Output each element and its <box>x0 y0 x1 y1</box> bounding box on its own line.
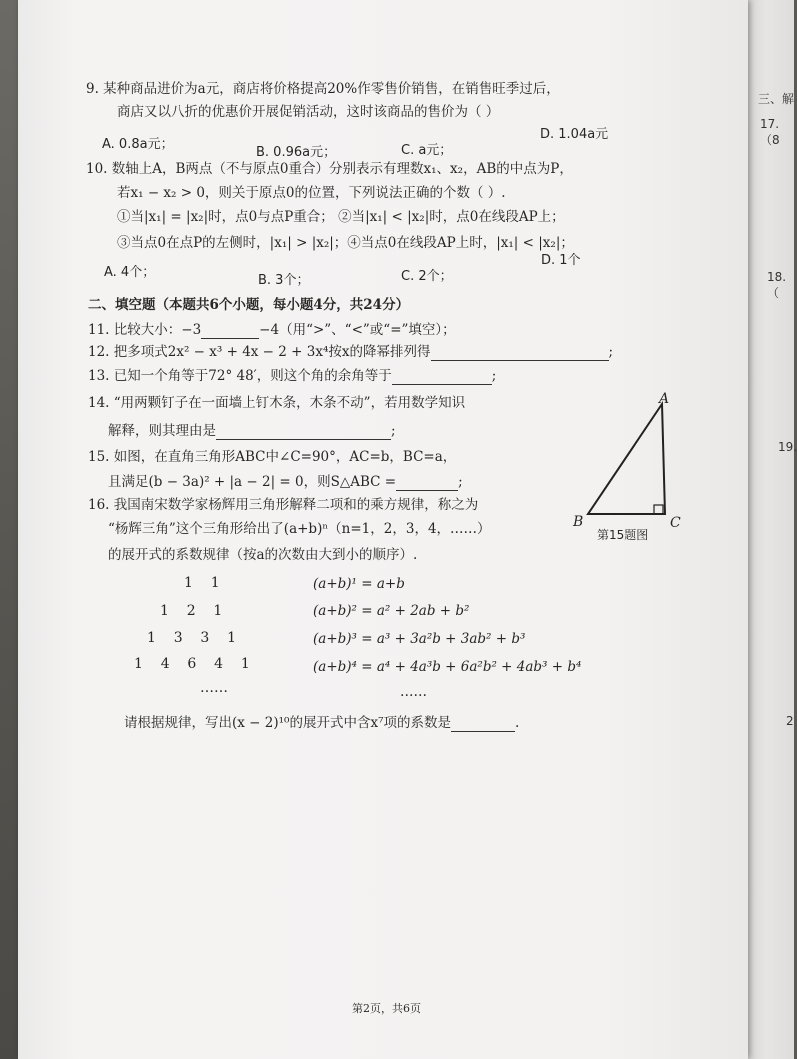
side-q19: 19. <box>778 440 797 454</box>
q13-end: ; <box>491 368 497 384</box>
label-c: C <box>670 515 681 531</box>
q13 <box>88 367 496 385</box>
q16-line3: 的展开式的系数规律（按a的次数由大到小的顺序）. <box>108 547 418 563</box>
q14-line2 <box>108 422 396 440</box>
q16-line1: 16. 我国南宋数学家杨辉用三角形解释二项和的乘方规律，称之为 <box>88 497 479 513</box>
q14-line1: 14. “用两颗钉子在一面墙上钉木条，木条不动”，若用数学知识 <box>88 395 466 411</box>
side-section-3: 三、解 <box>758 92 795 106</box>
q10-line1: 10. 数轴上A，B两点（不与原点0重合）分别表示有理数x₁、x₂，AB的中点为P， <box>86 161 573 177</box>
q9-option-b: B. 0.96a元； <box>256 145 337 160</box>
formula-4: (a+b)⁴ = a⁴ + 4a³b + 6a²b² + 4ab³ + b⁴ <box>313 659 582 675</box>
q15-text: 且满足(b − 3a)² + |a − 2| = 0，则S△ABC = <box>108 474 397 490</box>
pascal-row-2: 1 2 1 <box>160 603 223 619</box>
formula-ellipsis: …… <box>400 684 427 700</box>
q16-line2: “杨辉三角”这个三角形给出了(a+b)ⁿ（n=1，2，3，4，……） <box>108 521 491 537</box>
adjacent-page <box>748 0 794 1059</box>
formula-2: (a+b)² = a² + 2ab + b² <box>313 603 470 619</box>
q15-line2 <box>108 473 463 491</box>
q14-answer-blank[interactable] <box>216 439 391 440</box>
figure-caption: 第15题图 <box>597 528 649 542</box>
q12-text: 12. 把多项式2x² − x³ + 4x − 2 + 3x⁴按x的降幂排列得 <box>88 344 431 360</box>
q16-question-text: 请根据规律，写出(x − 2)¹⁰的展开式中含x⁷项的系数是 <box>124 715 451 731</box>
q12-end: ; <box>608 344 614 360</box>
label-b: B <box>573 514 584 530</box>
q15-answer-blank[interactable] <box>396 490 458 491</box>
q10-option-b: B. 3个； <box>258 273 310 288</box>
side-q17: 17.（8 <box>760 117 780 147</box>
q15-line1: 15. 如图，在直角三角形ABC中∠C=90°，AC=b，BC=a， <box>88 449 457 465</box>
q13-text: 13. 已知一个角等于72° 48′，则这个角的余角等于 <box>88 368 392 384</box>
q9-option-c: C. a元； <box>401 143 453 158</box>
q10-line4: ③当点0在点P的左侧时，|x₁| > |x₂|；④当点0在线段AP上时，|x₁| < |x₂|； <box>117 235 574 251</box>
q10-option-c: C. 2个； <box>401 269 453 284</box>
pascal-row-4: 1 4 6 4 1 <box>134 656 250 672</box>
q16-answer-blank[interactable] <box>451 731 515 732</box>
q9-line2: 商店又以八折的优惠价开展促销活动，这时该商品的售价为（ ） <box>117 104 500 120</box>
q10-option-d: D. 1个 <box>541 253 581 268</box>
q14-end: ; <box>391 423 396 439</box>
q10-line2: 若x₁ − x₂ > 0，则关于原点0的位置，下列说法正确的个数（ ）. <box>117 185 506 201</box>
pascal-row-1: 1 1 <box>184 575 220 591</box>
q9-line1: 9. 某种商品进价为a元，商店将价格提高20%作零售价销售，在销售旺季过后， <box>86 81 560 97</box>
label-a: A <box>659 391 670 407</box>
q9-option-a: A. 0.8a元； <box>102 137 174 152</box>
page-number: 第2页，共6页 <box>352 1002 421 1015</box>
q12 <box>88 343 613 361</box>
q13-answer-blank[interactable] <box>392 384 492 385</box>
q11-prefix: 11. 比较大小：−3 <box>88 322 202 338</box>
pascal-row-ellipsis: …… <box>200 680 228 696</box>
q14-text: 解释，则其理由是 <box>108 423 216 439</box>
q9-option-d: D. 1.04a元 <box>540 127 609 142</box>
formula-3: (a+b)³ = a³ + 3a²b + 3ab² + b³ <box>313 631 526 647</box>
q15-end: ; <box>458 474 463 490</box>
right-angle-mark <box>654 505 663 514</box>
q12-answer-blank[interactable] <box>431 360 609 361</box>
q11-suffix: −4（用“>”、“<”或“=”填空）； <box>259 322 456 338</box>
q10-line3: ①当|x₁| = |x₂|时，点0与点P重合； ②当|x₁| < |x₂|时，点0在线段AP上； <box>117 209 565 225</box>
side-q2: 2 <box>786 714 794 728</box>
q16-end: . <box>514 715 520 731</box>
triangle-abc <box>588 404 665 514</box>
q11-answer-blank[interactable] <box>201 338 259 339</box>
formula-1: (a+b)¹ = a+b <box>313 576 405 592</box>
q16-question <box>124 714 519 732</box>
section-2-title: 二、填空题（本题共6个小题，每小题4分，共24分） <box>88 297 410 313</box>
pascal-row-3: 1 3 3 1 <box>147 630 237 646</box>
q11 <box>88 321 456 339</box>
q10-option-a: A. 4个； <box>104 265 156 280</box>
side-q18: 18.（ <box>767 270 787 300</box>
